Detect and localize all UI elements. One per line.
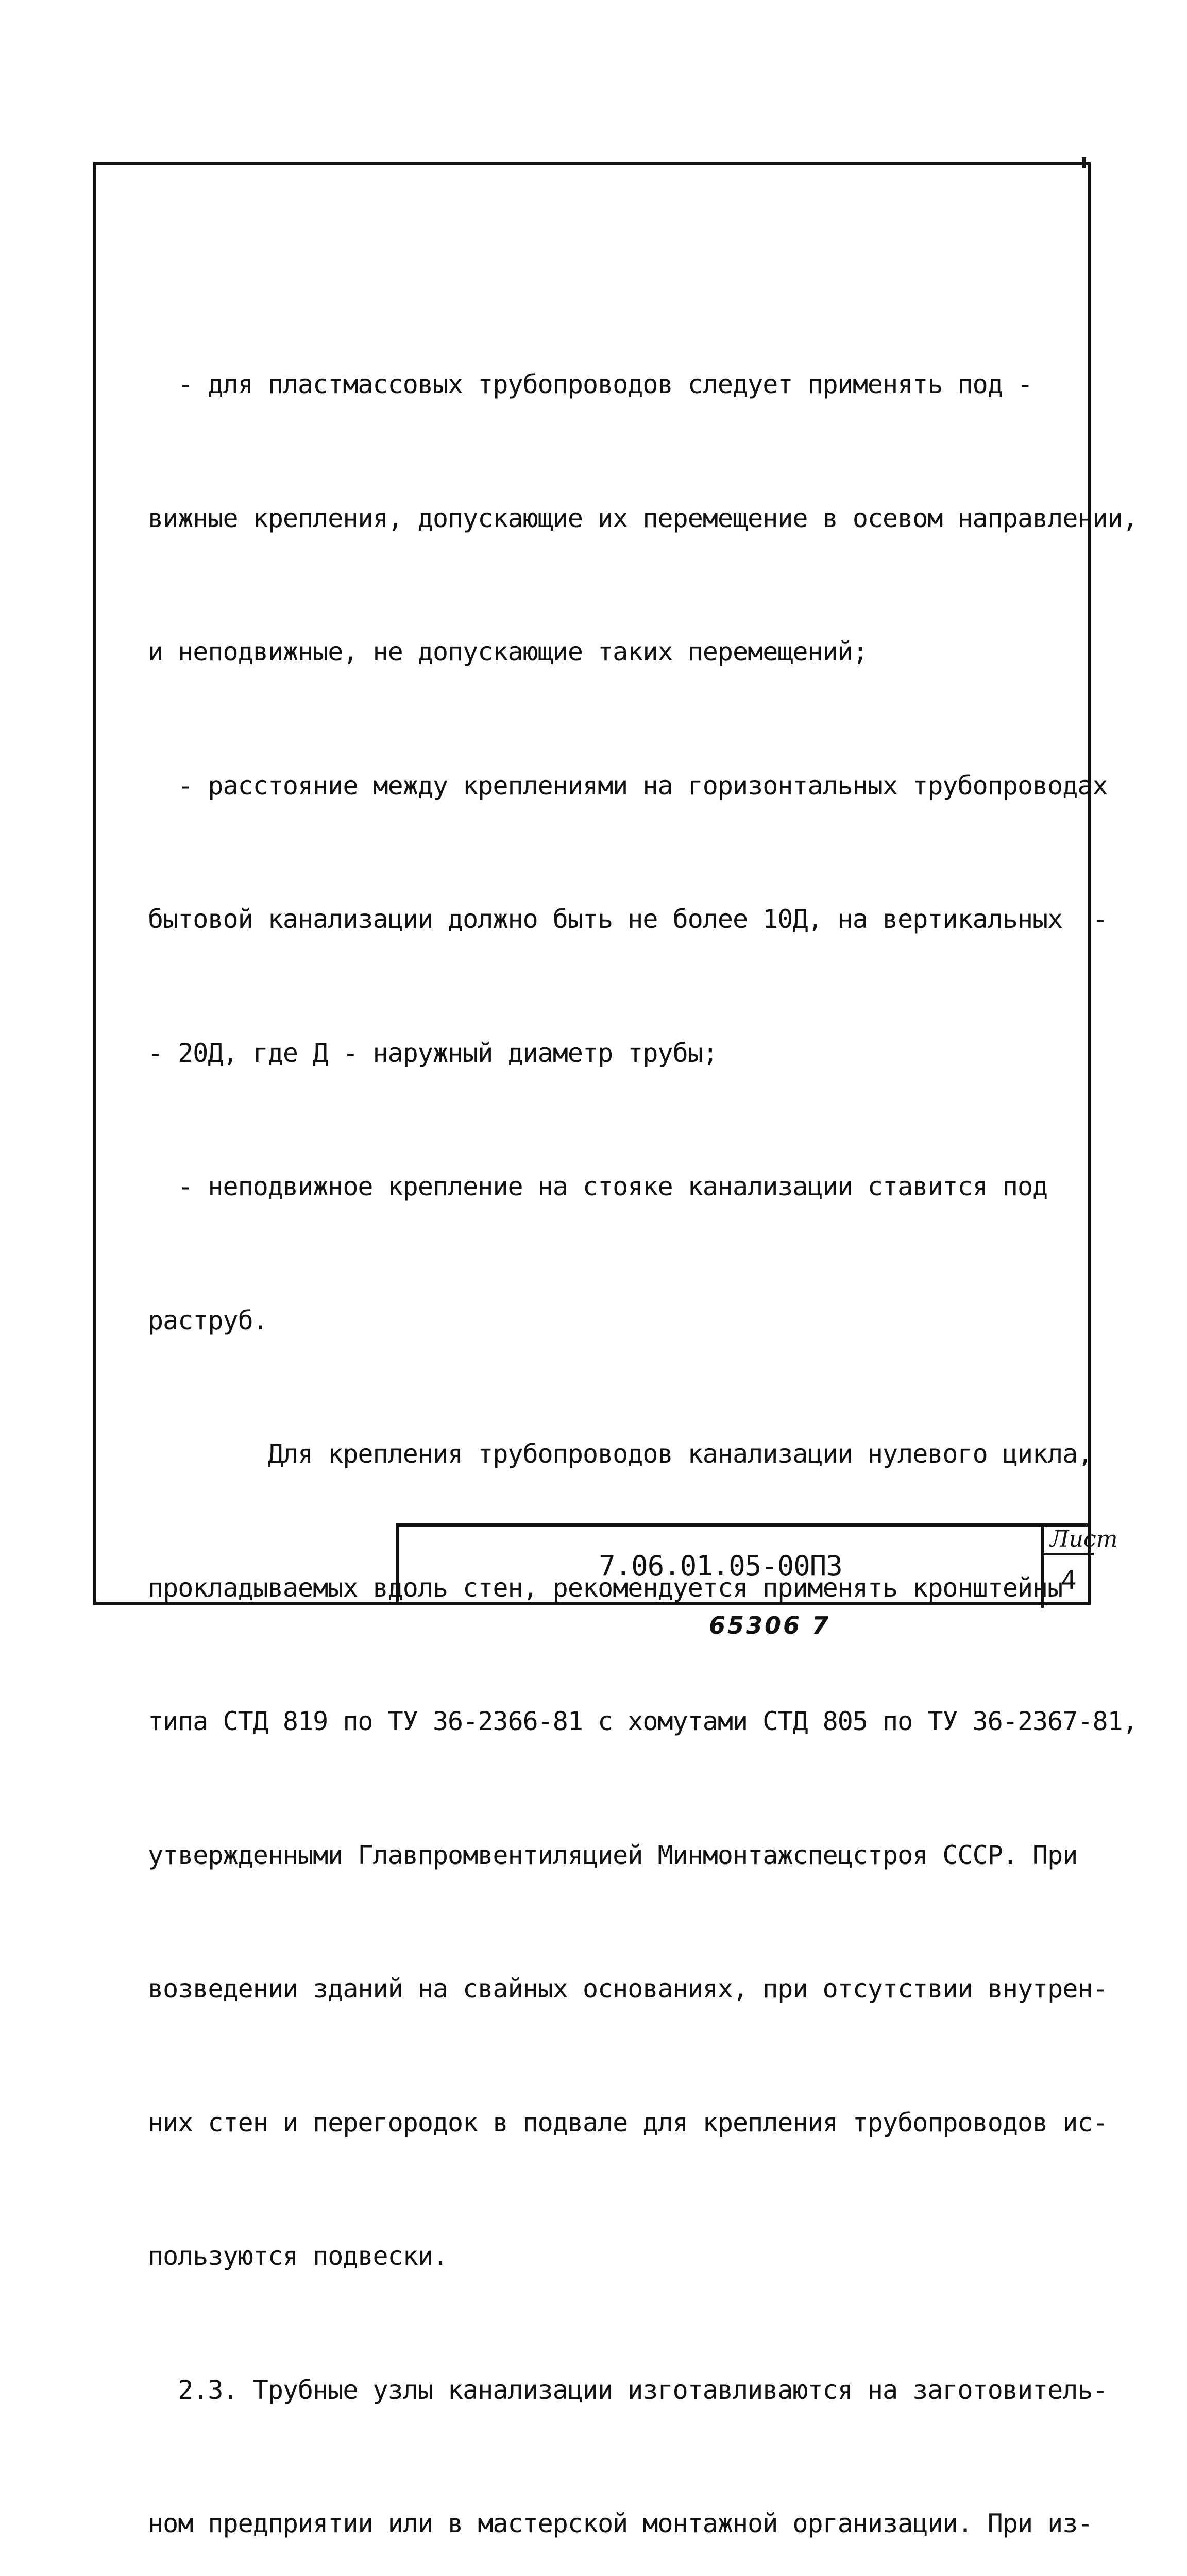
body-line: 2.3. Трубные узлы канализации изготавливаются на заготовитель- <box>148 2375 1108 2405</box>
body-line: и неподвижные, не допускающие таких перемещений; <box>148 637 868 667</box>
frame-corner-mark <box>1082 157 1086 168</box>
archive-stamp-number: 65306 7 <box>709 1612 831 1639</box>
body-line: бытовой канализации должно быть не более 10Д, на вертикальных - <box>148 904 1108 934</box>
body-line: - 20Д, где Д - наружный диаметр трубы; <box>148 1038 718 1068</box>
body-line: Для крепления трубопроводов канализации нулевого цикла, <box>148 1439 1093 1469</box>
body-line: типа СТД 819 по ТУ 36-2366-81 с хомутами СТД 805 по ТУ 36-2367-81, <box>148 1706 1138 1736</box>
body-line: ном предприятии или в мастерской монтажной организации. При из- <box>148 2509 1093 2538</box>
body-line: пользуются подвески. <box>148 2241 448 2271</box>
body-line: - для пластмассовых трубопроводов следует применять под - <box>148 369 1033 399</box>
sheet-label: Лист <box>1044 1523 1094 1555</box>
body-line: вижные крепления, допускающие их перемещение в осевом направлении, <box>148 503 1138 533</box>
sheet-number: 4 <box>1061 1565 1077 1595</box>
body-line: прокладываемых вдоль стен, рекомендуется применять кронштейны <box>148 1572 1063 1603</box>
body-line: - неподвижное крепление на стояке канализации ставится под <box>148 1172 1048 1201</box>
sheet-cell <box>1041 1523 1118 1608</box>
body-line: них стен и перегородок в подвале для крепления трубопроводов ис- <box>148 2107 1108 2138</box>
body-line: раструб. <box>148 1305 268 1335</box>
document-body <box>148 273 1138 2576</box>
document-code: 7.06.01.05-00ПЗ <box>599 1549 842 1582</box>
title-block <box>396 1523 1118 1605</box>
body-line: утвержденными Главпромвентиляцией Минмонтажспецстроя СССР. При <box>148 1840 1078 1870</box>
body-line: возведении зданий на свайных основаниях, при отсутствии внутрен- <box>148 1974 1108 2004</box>
body-line: - расстояние между креплениями на горизонтальных трубопроводах <box>148 770 1108 801</box>
